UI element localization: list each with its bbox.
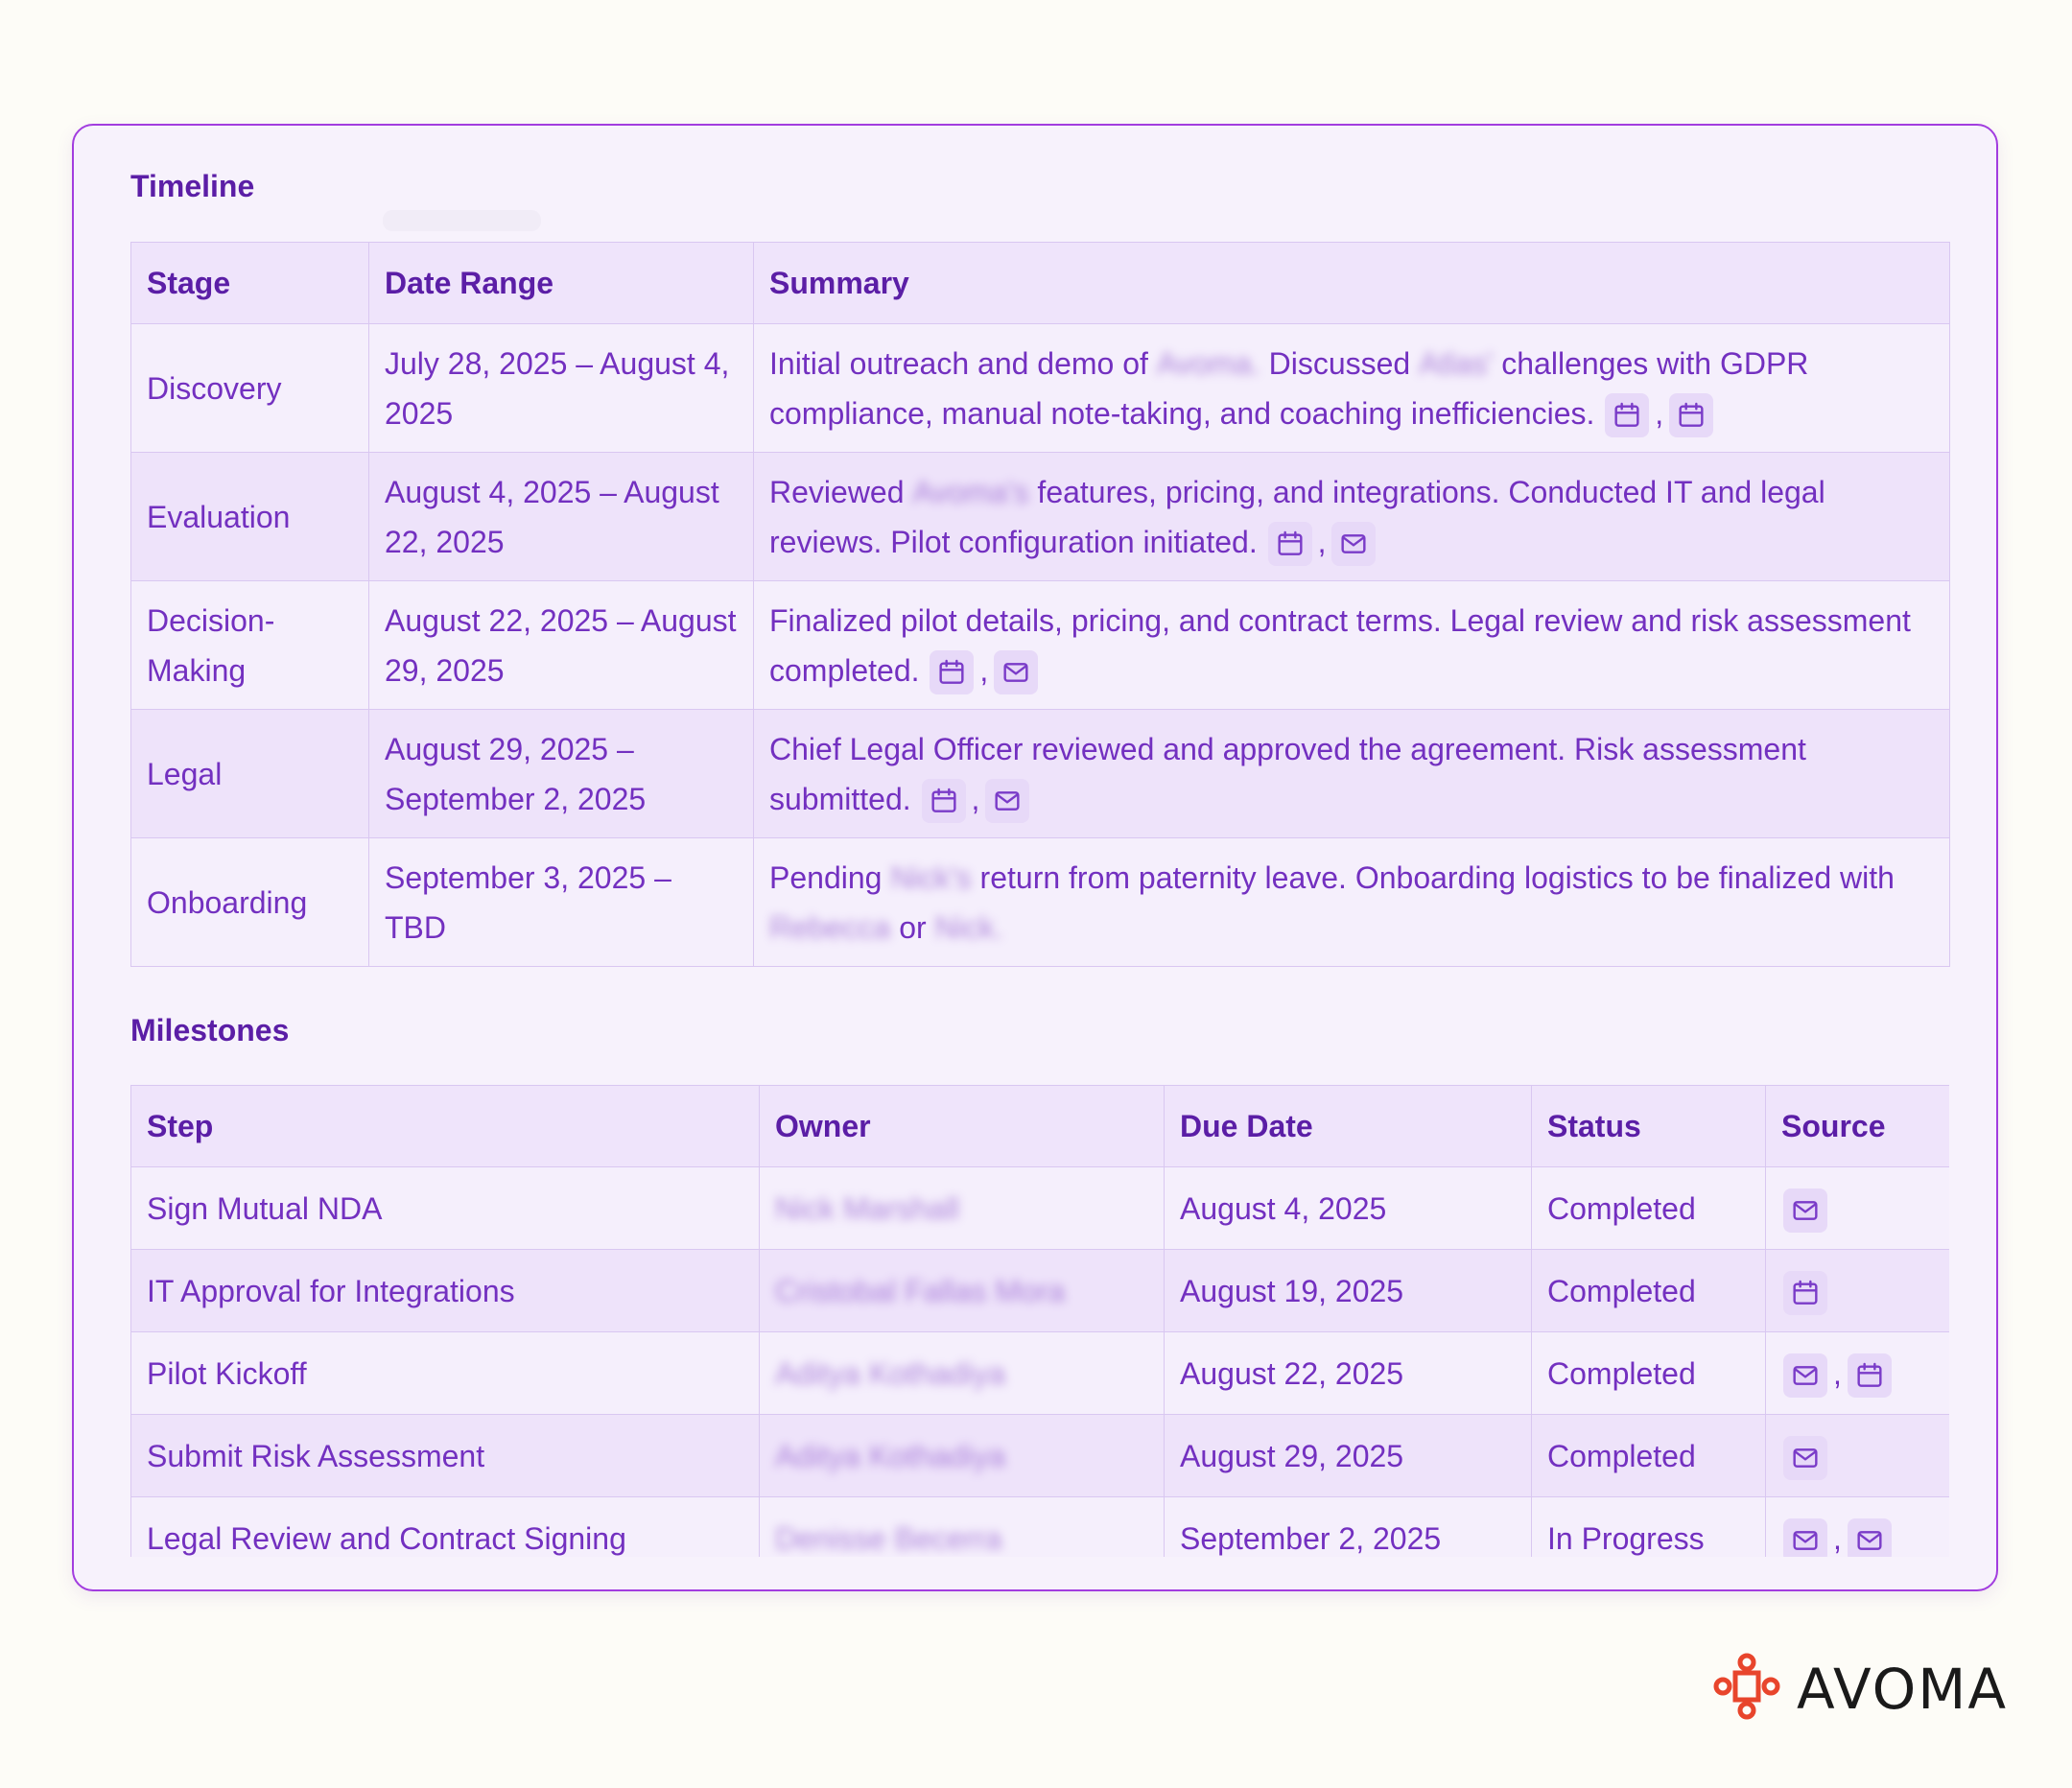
redacted-owner-name: Aditya Kothadiya	[775, 1355, 1006, 1391]
step-cell: Legal Review and Contract Signing	[131, 1497, 760, 1558]
milestones-scroll-area[interactable]	[130, 1085, 1949, 1557]
email-icon	[1790, 1443, 1821, 1473]
redacted-name: Avoma's	[912, 474, 1029, 509]
column-header-summary: Summary	[754, 243, 1950, 324]
date-range-cell: August 4, 2025 – August 22, 2025	[369, 453, 754, 581]
email-source-button[interactable]	[1783, 1518, 1827, 1557]
source-separator: ,	[971, 781, 980, 816]
summary-cell	[754, 710, 1950, 838]
email-source-button[interactable]	[1783, 1353, 1827, 1398]
source-cell	[1766, 1415, 1950, 1497]
milestone-row	[131, 1497, 1950, 1558]
milestones-header-row	[131, 1086, 1950, 1167]
stage-cell: Decision-Making	[131, 581, 369, 710]
due-date-cell: August 22, 2025	[1165, 1332, 1532, 1415]
stage-cell: Onboarding	[131, 838, 369, 967]
milestone-row	[131, 1332, 1950, 1415]
email-icon	[1790, 1195, 1821, 1226]
redacted-name: Nick's	[890, 859, 972, 895]
calendar-icon	[1275, 529, 1306, 559]
faded-tab-placeholder	[383, 210, 541, 231]
timeline-row	[131, 324, 1950, 453]
email-source-button[interactable]	[994, 650, 1038, 694]
redacted-name: Atlas'	[1419, 345, 1494, 381]
calendar-source-button[interactable]	[1669, 393, 1713, 437]
milestone-row	[131, 1250, 1950, 1332]
stage-cell: Legal	[131, 710, 369, 838]
brand-name: AVOMA	[1797, 1656, 2008, 1722]
email-icon	[1790, 1525, 1821, 1556]
owner-cell	[760, 1250, 1165, 1332]
summary-text: return from paternity leave. Onboarding logistics to be finalized with	[971, 859, 1895, 895]
source-separator: ,	[979, 652, 989, 688]
step-cell: Submit Risk Assessment	[131, 1415, 760, 1497]
column-header-stage: Stage	[131, 243, 369, 324]
email-source-button[interactable]	[1783, 1188, 1827, 1233]
column-header-step: Step	[131, 1086, 760, 1167]
redacted-name: Nick.	[934, 909, 1003, 945]
calendar-source-button[interactable]	[1268, 522, 1312, 566]
calendar-icon	[929, 786, 959, 816]
owner-cell	[760, 1167, 1165, 1250]
status-cell: Completed	[1532, 1167, 1766, 1250]
step-cell: Pilot Kickoff	[131, 1332, 760, 1415]
email-icon	[1338, 529, 1369, 559]
redacted-name: Rebecca	[769, 909, 891, 945]
redacted-owner-name: Aditya Kothadiya	[775, 1438, 1006, 1473]
calendar-source-button[interactable]	[1605, 393, 1649, 437]
due-date-cell: August 19, 2025	[1165, 1250, 1532, 1332]
column-header-date-range: Date Range	[369, 243, 754, 324]
column-header-source: Source	[1766, 1086, 1950, 1167]
milestones-table	[130, 1085, 1949, 1557]
redacted-name: Avoma.	[1156, 345, 1260, 381]
timeline-row	[131, 710, 1950, 838]
summary-cell	[754, 838, 1950, 967]
summary-cell	[754, 324, 1950, 453]
timeline-header-row	[131, 243, 1950, 324]
summary-cell	[754, 453, 1950, 581]
column-header-owner: Owner	[760, 1086, 1165, 1167]
summary-text: challenges with GDPR compliance, manual note-taking, and coaching inefficiencies.	[769, 345, 1809, 431]
redacted-owner-name: Nick Marshall	[775, 1190, 960, 1226]
summary-cell	[754, 581, 1950, 710]
timeline-table	[130, 242, 1950, 967]
date-range-cell: July 28, 2025 – August 4, 2025	[369, 324, 754, 453]
step-cell: IT Approval for Integrations	[131, 1250, 760, 1332]
due-date-cell: August 29, 2025	[1165, 1415, 1532, 1497]
timeline-row	[131, 453, 1950, 581]
step-cell: Sign Mutual NDA	[131, 1167, 760, 1250]
redacted-owner-name: Cristobal Fallas Mora	[775, 1273, 1066, 1308]
source-separator: ,	[1833, 1355, 1842, 1391]
calendar-source-button[interactable]	[1848, 1353, 1892, 1398]
summary-text: or	[890, 909, 935, 945]
milestones-title: Milestones	[130, 1013, 290, 1047]
source-cell	[1766, 1332, 1950, 1415]
email-icon	[992, 786, 1023, 816]
date-range-cell: August 29, 2025 – September 2, 2025	[369, 710, 754, 838]
summary-text: Discussed	[1260, 345, 1420, 381]
summary-text: Initial outreach and demo of	[769, 345, 1157, 381]
avoma-logo-icon	[1712, 1652, 1781, 1726]
calendar-icon	[1676, 400, 1707, 431]
email-source-button[interactable]	[985, 779, 1029, 823]
status-cell: Completed	[1532, 1250, 1766, 1332]
source-cell	[1766, 1497, 1950, 1558]
status-cell: Completed	[1532, 1415, 1766, 1497]
summary-text: Pending	[769, 859, 891, 895]
calendar-source-button[interactable]	[930, 650, 974, 694]
redacted-owner-name: Denisse Becerra	[775, 1520, 1002, 1556]
source-cell	[1766, 1250, 1950, 1332]
source-separator: ,	[1655, 395, 1664, 431]
column-header-status: Status	[1532, 1086, 1766, 1167]
summary-text: Chief Legal Officer reviewed and approved the agreement. Risk assessment submitted.	[769, 731, 1806, 816]
calendar-icon	[936, 657, 967, 688]
summary-card	[72, 124, 1998, 1591]
calendar-source-button[interactable]	[1783, 1271, 1827, 1315]
stage-cell: Discovery	[131, 324, 369, 453]
calendar-icon	[1612, 400, 1642, 431]
calendar-icon	[1790, 1278, 1821, 1308]
email-icon	[1854, 1525, 1885, 1556]
email-source-button[interactable]	[1848, 1518, 1892, 1557]
summary-text: Reviewed	[769, 474, 913, 509]
source-separator: ,	[1317, 524, 1327, 559]
date-range-cell: August 22, 2025 – August 29, 2025	[369, 581, 754, 710]
timeline-row	[131, 838, 1950, 967]
email-icon	[1790, 1360, 1821, 1391]
timeline-row	[131, 581, 1950, 710]
email-source-button[interactable]	[1783, 1436, 1827, 1480]
due-date-cell: August 4, 2025	[1165, 1167, 1532, 1250]
calendar-source-button[interactable]	[922, 779, 966, 823]
avoma-logo	[1712, 1652, 2008, 1726]
milestone-row	[131, 1167, 1950, 1250]
timeline-title: Timeline	[130, 169, 255, 203]
source-separator: ,	[1833, 1520, 1842, 1556]
owner-cell	[760, 1415, 1165, 1497]
milestone-row	[131, 1415, 1950, 1497]
status-cell: Completed	[1532, 1332, 1766, 1415]
email-source-button[interactable]	[1331, 522, 1376, 566]
due-date-cell: September 2, 2025	[1165, 1497, 1532, 1558]
stage-cell: Evaluation	[131, 453, 369, 581]
source-cell	[1766, 1167, 1950, 1250]
date-range-cell: September 3, 2025 – TBD	[369, 838, 754, 967]
status-cell: In Progress	[1532, 1497, 1766, 1558]
owner-cell	[760, 1497, 1165, 1558]
calendar-icon	[1854, 1360, 1885, 1391]
email-icon	[1001, 657, 1031, 688]
owner-cell	[760, 1332, 1165, 1415]
summary-text: Finalized pilot details, pricing, and contract terms. Legal review and risk assessment completed.	[769, 602, 1911, 688]
column-header-due-date: Due Date	[1165, 1086, 1532, 1167]
summary-text: features, pricing, and integrations. Conducted IT and legal reviews. Pilot configuration initiated.	[769, 474, 1825, 559]
